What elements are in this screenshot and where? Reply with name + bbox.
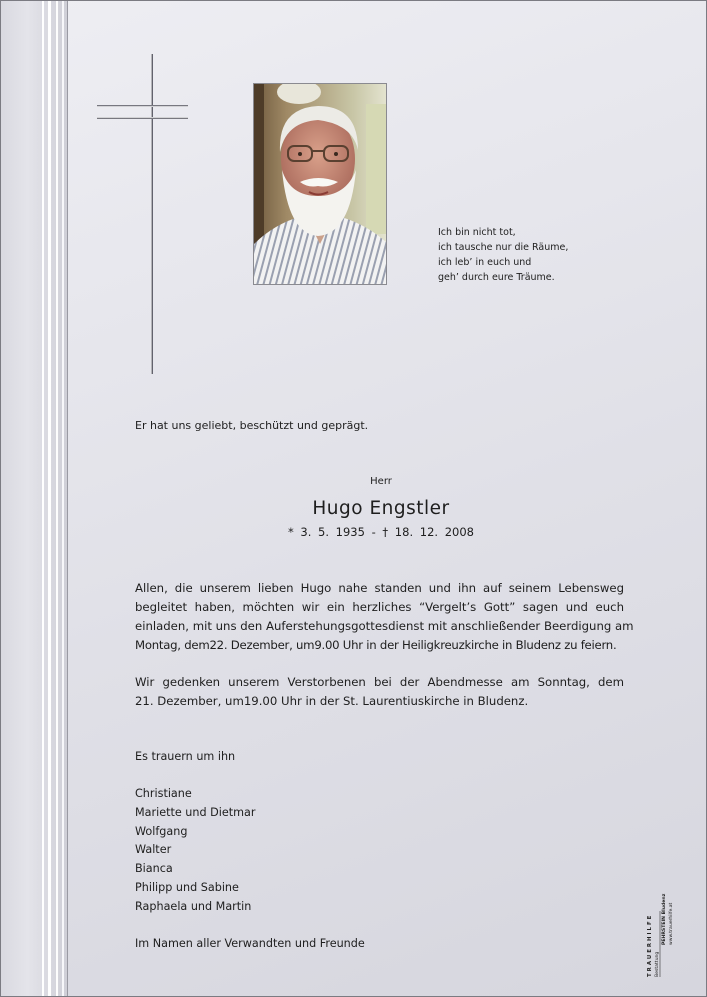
portrait-image — [254, 84, 386, 284]
salutation: Herr — [370, 476, 392, 487]
paragraph-line: begleitet haben, möchten wir ein herzliches “Vergelt’s Gott” sagen und euch — [135, 600, 624, 614]
mourner-name: Philipp und Sabine — [135, 880, 239, 894]
logo-company-text: PEHRSTEIN Bludenz — [662, 893, 667, 945]
closing-line: Im Namen aller Verwandten und Freunde — [135, 937, 365, 950]
paragraph-line: Allen, die unserem lieben Hugo nahe standen und ihn auf seinem Lebensweg — [135, 581, 624, 595]
logo-sub-text: Bestattung — [655, 951, 660, 977]
paragraph-line: Wir gedenken unserem Verstorbenen bei der Abendmesse am Sonntag, dem — [135, 675, 624, 689]
cross-horizontal-bar — [97, 117, 188, 119]
funeral-home-logo — [643, 869, 683, 979]
thanks-paragraph — [135, 579, 634, 655]
intro-line: Er hat uns geliebt, beschützt und geprägt. — [135, 419, 369, 432]
life-dates: * 3. 5. 1935 - † 18. 12. 2008 — [288, 525, 474, 539]
cross-horizontal-bar — [97, 105, 188, 107]
mourners-list — [135, 785, 256, 917]
mourner-name: Wolfgang — [135, 824, 188, 838]
portrait-photo — [253, 83, 387, 285]
logo-main-text: TRAUERHILFE — [647, 913, 653, 977]
paragraph-line: 21. Dezember, um19.00 Uhr in der St. Laurentiuskirche in Bludenz. — [135, 694, 529, 708]
paragraph-line: Montag, dem22. Dezember, um9.00 Uhr in der Heiligkreuzkirche in Bludenz zu feiern. — [135, 638, 617, 652]
deceased-name: Hugo Engstler — [312, 498, 450, 519]
mourner-name: Walter — [135, 843, 172, 857]
mourner-name: Raphaela und Martin — [135, 899, 252, 913]
logo-url-text: www.trauerhilfe.at — [669, 902, 674, 945]
poem-line: geh’ durch eure Träume. — [438, 272, 555, 283]
mourner-name: Mariette und Dietmar — [135, 805, 256, 819]
poem-block — [438, 225, 568, 285]
mourners-heading: Es trauern um ihn — [135, 750, 236, 763]
poem-line: ich leb’ in euch und — [438, 257, 532, 268]
poem-line: ich tausche nur die Räume, — [438, 242, 569, 253]
poem-line: Ich bin nicht tot, — [438, 227, 516, 238]
mourner-name: Christiane — [135, 787, 192, 800]
mourner-name: Bianca — [135, 862, 173, 876]
mass-paragraph — [135, 673, 624, 711]
cross-vertical-bar — [151, 54, 153, 374]
paragraph-line: einladen, mit uns den Auferstehungsgottesdienst mit anschließender Beerdigung am — [135, 619, 634, 633]
